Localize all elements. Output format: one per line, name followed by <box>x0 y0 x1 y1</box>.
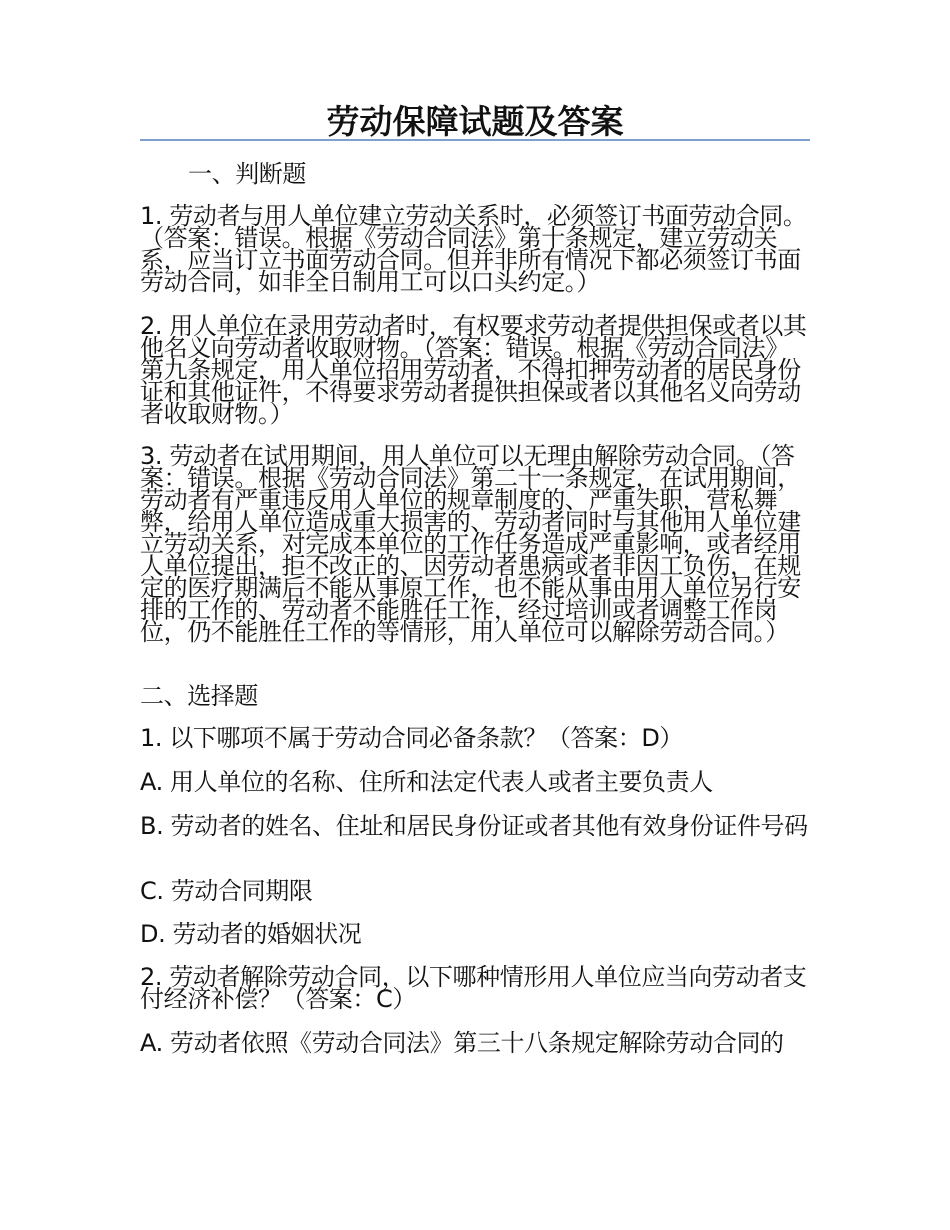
section-heading-choice: 二、选择题 <box>140 682 258 710</box>
judgment-item-2: 2. 用人单位在录用劳动者时，有权要求劳动者提供担保或者以其他名义向劳动者收取财物。（答案：错误。根据《劳动合同法》第九条规定，用人单位招用劳动者，不得扣押劳动者的居民身份证和其他证件，不得要求劳动者提供担保或者以其他名义向劳动者收取财物。） <box>140 312 807 428</box>
choice-q1-option-d: D. 劳动者的婚姻状况 <box>140 920 362 948</box>
choice-q1-option-c: C. 劳动合同期限 <box>140 877 313 905</box>
title-underline <box>140 139 810 141</box>
page-title: 劳动保障试题及答案 <box>326 102 624 141</box>
choice-question-1: 1. 以下哪项不属于劳动合同必备条款？（答案：D） <box>140 724 684 752</box>
section-heading-judgment: 一、判断题 <box>188 160 306 188</box>
choice-q1-option-b: B. 劳动者的姓名、住址和居民身份证或者其他有效身份证件号码 <box>140 812 808 840</box>
choice-q1-option-a: A. 用人单位的名称、住所和法定代表人或者主要负责人 <box>140 768 713 796</box>
judgment-item-1: 1. 劳动者与用人单位建立劳动关系时，必须签订书面劳动合同。（答案：错误。根据《劳动合同法》第十条规定，建立劳动关系，应当订立书面劳动合同。但并非所有情况下都必须签订书面劳动合同，如非全日制用工可以口头约定。） <box>140 202 807 296</box>
choice-q2-option-a: A. 劳动者依照《劳动合同法》第三十八条规定解除劳动合同的 <box>140 1029 784 1057</box>
choice-question-2: 2. 劳动者解除劳动合同，以下哪种情形用人单位应当向劳动者支付经济补偿？（答案：C） <box>140 963 807 1013</box>
judgment-item-3: 3. 劳动者在试用期间，用人单位可以无理由解除劳动合同。（答案：错误。根据《劳动合同法》第二十一条规定，在试用期间，劳动者有严重违反用人单位的规章制度的、严重失职，营私舞弊，给用人单位造成重大损害的、劳动者同时与其他用人单位建立劳动关系，对完成本单位的工作任务造成严重影响，或者经用人单位提出，拒不改正的、因劳动者患病或者非因工负伤，在规定的医疗期满后不能从事原工作，也不能从事由用人单位另行安排的工作的、劳动者不能胜任工作，经过培训或者调整工作岗位，仍不能胜任工作的等情形，用人单位可以解除劳动合同。） <box>140 442 801 646</box>
